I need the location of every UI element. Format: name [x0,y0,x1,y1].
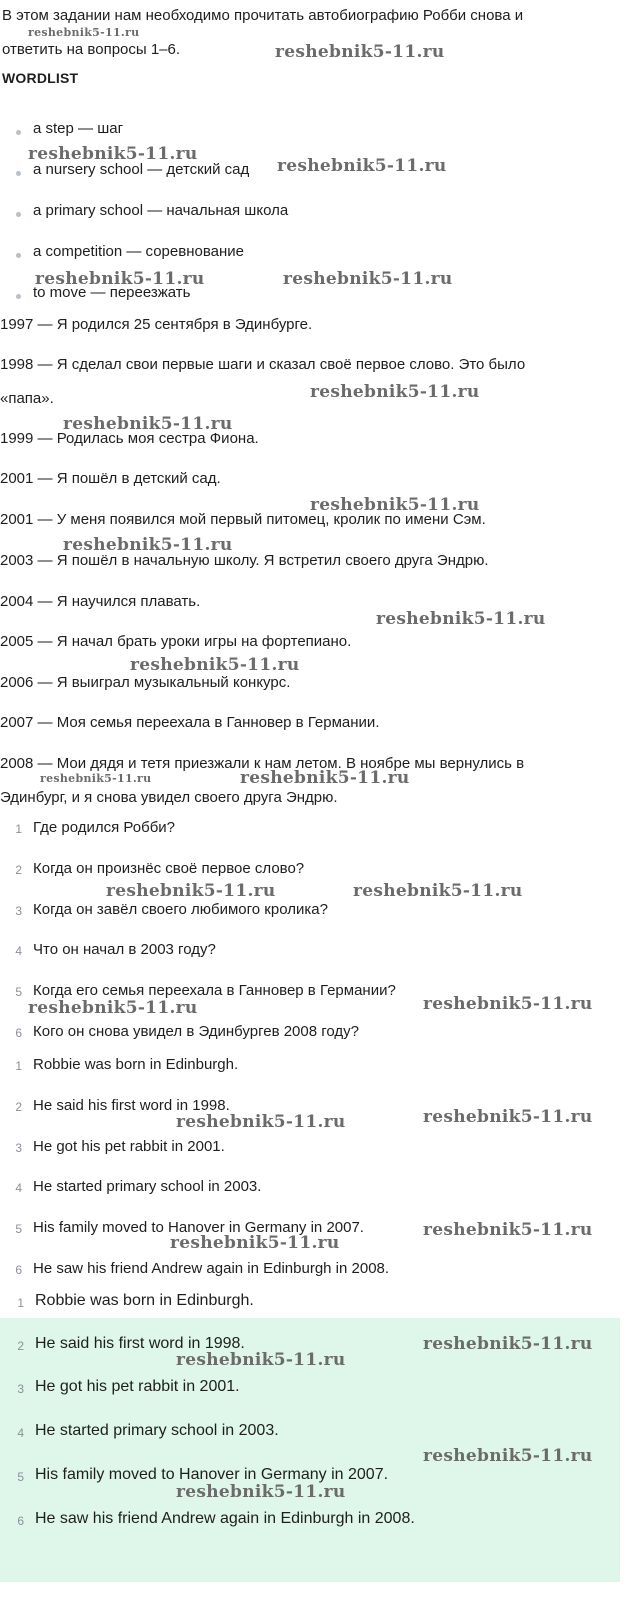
watermark: reshebnik5-11.ru [106,881,276,901]
timeline-entry: «папа». [0,390,54,407]
list-number: 3 [15,904,22,918]
list-number: 5 [17,1470,24,1484]
watermark: reshebnik5-11.ru [353,881,523,901]
list-number: 6 [15,1263,22,1277]
answer-item: Robbie was born in Edinburgh. [33,1056,239,1073]
watermark: reshebnik5-11.ru [423,1334,593,1354]
answer-item-highlighted: He saw his friend Andrew again in Edinburgh in 2008. [35,1510,415,1527]
answer-item: He got his pet rabbit in 2001. [33,1138,225,1155]
answer-item-highlighted: He got his pet rabbit in 2001. [35,1378,240,1395]
answer-item: He saw his friend Andrew again in Edinburgh in 2008. [33,1260,390,1277]
timeline-entry: 2007 — Моя семья переехала в Ганновер в Германии. [0,714,380,731]
watermark: reshebnik5-11.ru [63,535,233,555]
timeline-entry: 1997 — Я родился 25 сентября в Эдинбурге. [0,316,313,333]
question-item: Когда он произнёс своё первое слово? [33,860,305,877]
question-item: Когда его семья переехала в Ганновер в Германии? [33,982,396,999]
bullet-icon [16,212,21,217]
watermark: reshebnik5-11.ru [40,772,152,785]
list-number: 3 [15,1141,22,1155]
timeline-entry: 1999 — Родилась моя сестра Фиона. [0,430,259,447]
list-number: 4 [15,1181,22,1195]
watermark: reshebnik5-11.ru [376,609,546,629]
watermark: reshebnik5-11.ru [423,994,593,1014]
answer-item: His family moved to Hanover in Germany in 2007. [33,1219,364,1236]
watermark: reshebnik5-11.ru [423,1220,593,1240]
timeline-entry: Эдинбург, и я снова увидел своего друга Эндрю. [0,789,338,806]
question-item: Где родился Робби? [33,819,176,836]
list-number: 4 [17,1426,24,1440]
timeline-entry: 2003 — Я пошёл в начальную школу. Я встретил своего друга Эндрю. [0,552,489,569]
question-item: Когда он завёл своего любимого кролика? [33,901,328,918]
watermark: reshebnik5-11.ru [310,495,480,515]
bullet-icon [16,171,21,176]
wordlist-item: a competition — соревнование [33,243,244,260]
watermark: reshebnik5-11.ru [35,269,205,289]
timeline-entry: 1998 — Я сделал свои первые шаги и сказал своё первое слово. Это было [0,356,526,373]
list-number: 6 [17,1514,24,1528]
watermark: reshebnik5-11.ru [28,26,140,39]
timeline-entry: 2001 — Я пошёл в детский сад. [0,470,221,487]
watermark: reshebnik5-11.ru [28,998,198,1018]
wordlist-item: a nursery school — детский сад [33,161,250,178]
wordlist-title: WORDLIST [2,70,79,86]
list-number: 2 [17,1339,24,1353]
watermark: reshebnik5-11.ru [310,382,480,402]
list-number: 3 [17,1382,24,1396]
answer-item-highlighted: He said his first word in 1998. [35,1335,245,1352]
timeline-entry: 2004 — Я научился плавать. [0,593,201,610]
watermark: reshebnik5-11.ru [176,1350,346,1370]
answer-item-highlighted: Robbie was born in Edinburgh. [35,1292,254,1309]
watermark: reshebnik5-11.ru [240,768,410,788]
list-number: 2 [15,863,22,877]
watermark: reshebnik5-11.ru [283,269,453,289]
answer-item: He said his first word in 1998. [33,1097,230,1114]
list-number: 5 [15,1222,22,1236]
answer-item: He started primary school in 2003. [33,1178,262,1195]
wordlist-item: a step — шаг [33,120,124,137]
list-number: 1 [17,1296,24,1310]
watermark: reshebnik5-11.ru [277,156,447,176]
answer-item-highlighted: He started primary school in 2003. [35,1422,279,1439]
bullet-icon [16,253,21,258]
list-number: 6 [15,1026,22,1040]
intro-line-2: ответить на вопросы 1–6. [2,41,181,58]
timeline-entry: 2001 — У меня появился мой первый питомец, кролик по имени Сэм. [0,511,486,528]
list-number: 1 [15,1059,22,1073]
watermark: reshebnik5-11.ru [423,1107,593,1127]
timeline-entry: 2006 — Я выиграл музыкальный конкурс. [0,674,291,691]
list-number: 2 [15,1100,22,1114]
list-number: 5 [15,985,22,999]
watermark: reshebnik5-11.ru [28,144,198,164]
watermark: reshebnik5-11.ru [63,414,233,434]
wordlist-item: a primary school — начальная школа [33,202,289,219]
bullet-icon [16,294,21,299]
watermark: reshebnik5-11.ru [275,42,445,62]
list-number: 4 [15,944,22,958]
watermark: reshebnik5-11.ru [423,1446,593,1466]
wordlist-item: to move — переезжать [33,284,191,301]
question-item: Что он начал в 2003 году? [33,941,216,958]
list-number: 1 [15,822,22,836]
watermark: reshebnik5-11.ru [176,1112,346,1132]
watermark: reshebnik5-11.ru [170,1233,340,1253]
bullet-icon [16,130,21,135]
timeline-entry: 2005 — Я начал брать уроки игры на фортепиано. [0,633,352,650]
timeline-entry: 2008 — Мои дядя и тетя приезжали к нам летом. В ноябре мы вернулись в [0,755,525,772]
watermark: reshebnik5-11.ru [176,1482,346,1502]
question-item: Кого он снова увидел в Эдинбургев 2008 году? [33,1023,360,1040]
watermark: reshebnik5-11.ru [130,655,300,675]
answer-item-highlighted: His family moved to Hanover in Germany in 2007. [35,1466,389,1483]
intro-line-1: В этом задании нам необходимо прочитать автобиографию Робби снова и [2,7,524,24]
